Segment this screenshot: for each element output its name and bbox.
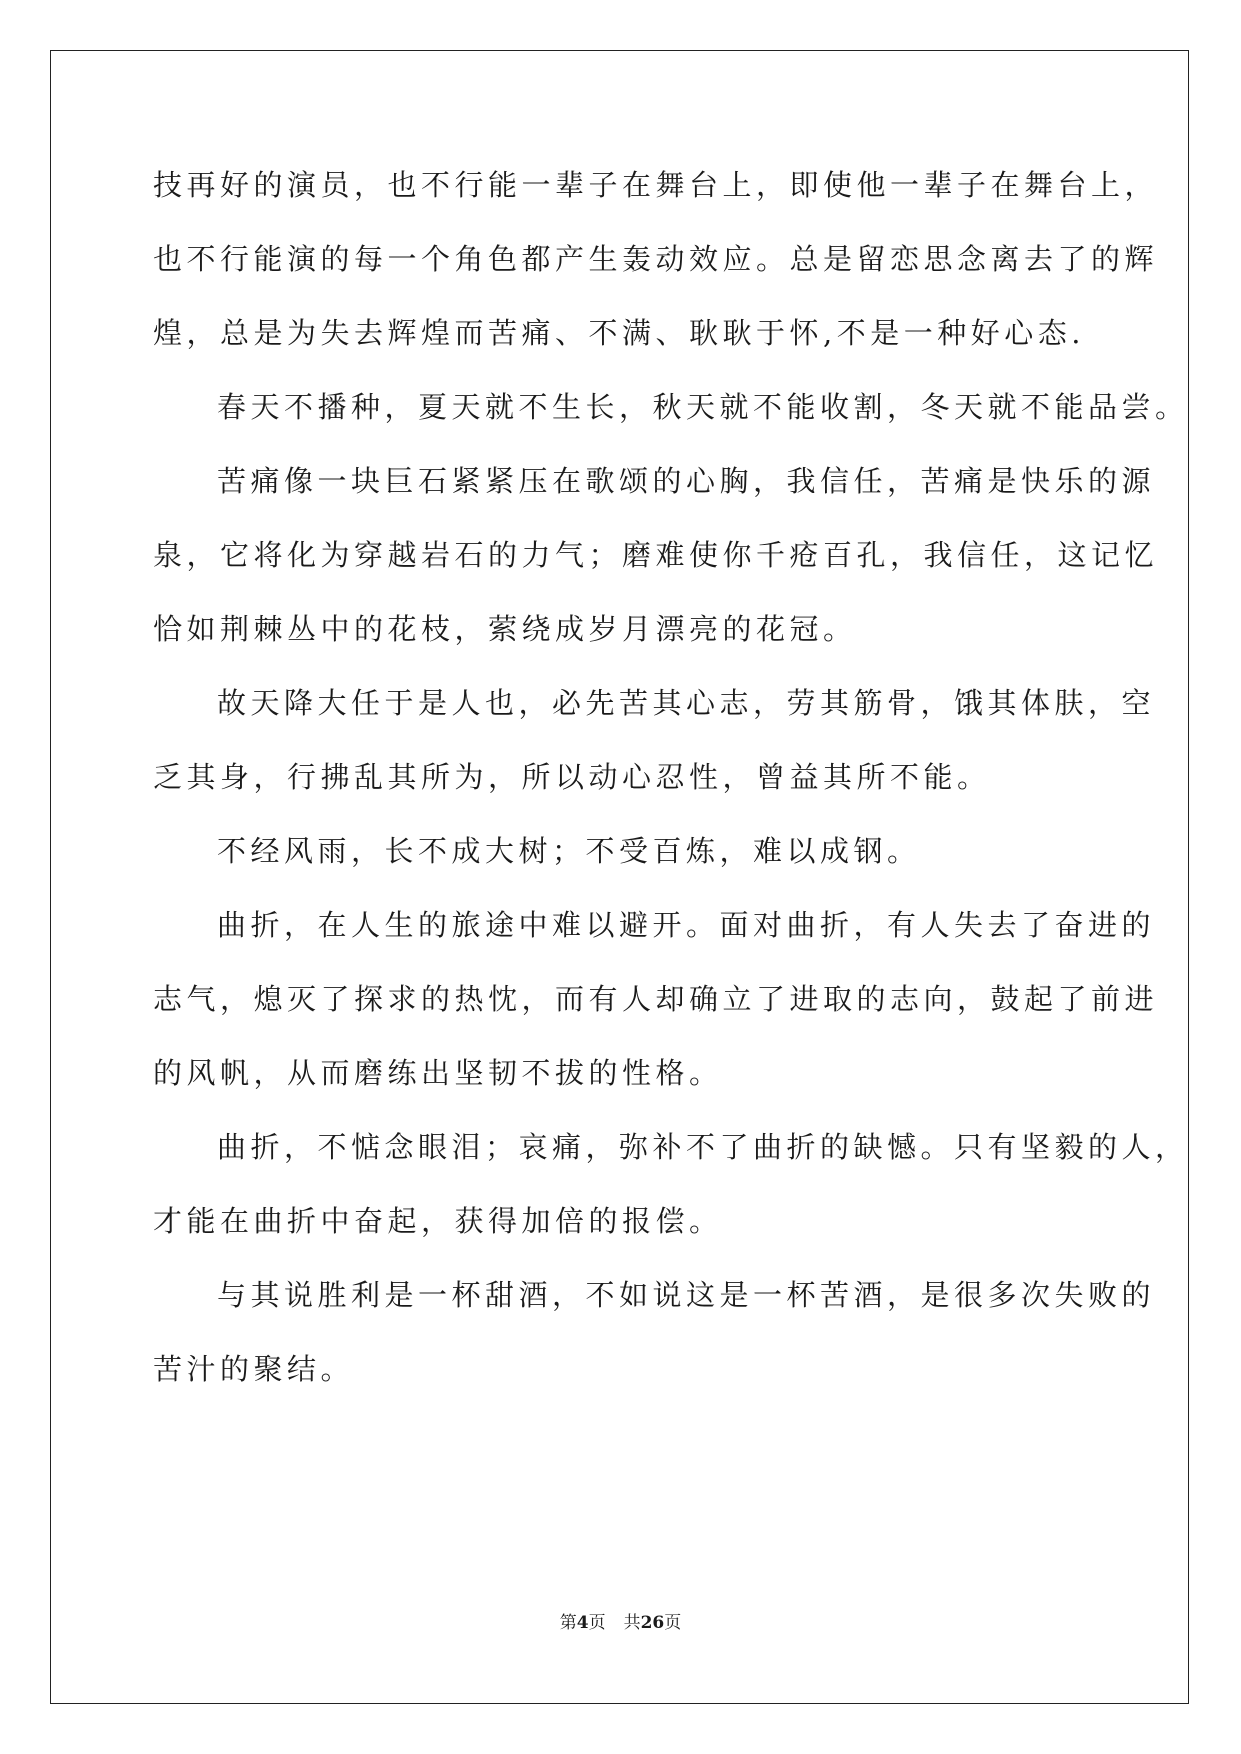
paragraph-start-line: 故天降大任于是人也，必先苦其心志，劳其筋骨，饿其体肤，空	[217, 686, 1156, 720]
text-line: 恰如荆棘丛中的花枝，萦绕成岁月漂亮的花冠。	[153, 612, 857, 646]
total-page-count: 26	[640, 1613, 665, 1633]
text-line: 也不行能演的每一个角色都产生轰动效应。总是留恋思念离去了的辉	[153, 242, 1159, 276]
text-line: 泉，它将化为穿越岩石的力气；磨难使你千疮百孔，我信任，这记忆	[153, 538, 1159, 572]
page-suffix: 页	[588, 1613, 606, 1633]
current-page-number: 4	[576, 1613, 589, 1633]
text-line: 乏其身，行拂乱其所为，所以动心忍性，曾益其所不能。	[153, 760, 991, 794]
paragraph-start-line: 不经风雨，长不成大树；不受百炼，难以成钢。	[217, 834, 921, 868]
text-line: 技再好的演员，也不行能一辈子在舞台上，即使他一辈子在舞台上，	[153, 168, 1159, 202]
page-prefix: 第	[559, 1613, 577, 1633]
page-number-footer	[0, 1608, 1241, 1633]
paragraph-start-line: 曲折，在人生的旅途中难以避开。面对曲折，有人失去了奋进的	[217, 908, 1156, 942]
text-line: 志气，熄灭了探求的热忱，而有人却确立了进取的志向，鼓起了前进	[153, 982, 1159, 1016]
total-suffix: 页	[664, 1613, 682, 1633]
text-line: 苦汁的聚结。	[153, 1352, 355, 1386]
paragraph-start-line: 苦痛像一块巨石紧紧压在歌颂的心胸，我信任，苦痛是快乐的源	[217, 464, 1156, 498]
text-line: 煌，总是为失去辉煌而苦痛、不满、耿耿于怀,不是一种好心态.	[153, 316, 1085, 350]
paragraph-start-line: 春天不播种，夏天就不生长，秋天就不能收割，冬天就不能品尝。	[217, 390, 1189, 424]
text-line: 才能在曲折中奋起，获得加倍的报偿。	[153, 1204, 723, 1238]
text-line: 的风帆，从而磨练出坚韧不拔的性格。	[153, 1056, 723, 1090]
total-prefix: 共	[623, 1613, 641, 1633]
document-body	[153, 148, 1189, 1406]
paragraph-start-line: 与其说胜利是一杯甜酒，不如说这是一杯苦酒，是很多次失败的	[217, 1278, 1156, 1312]
paragraph-start-line: 曲折，不惦念眼泪；哀痛，弥补不了曲折的缺憾。只有坚毅的人，	[217, 1130, 1189, 1164]
